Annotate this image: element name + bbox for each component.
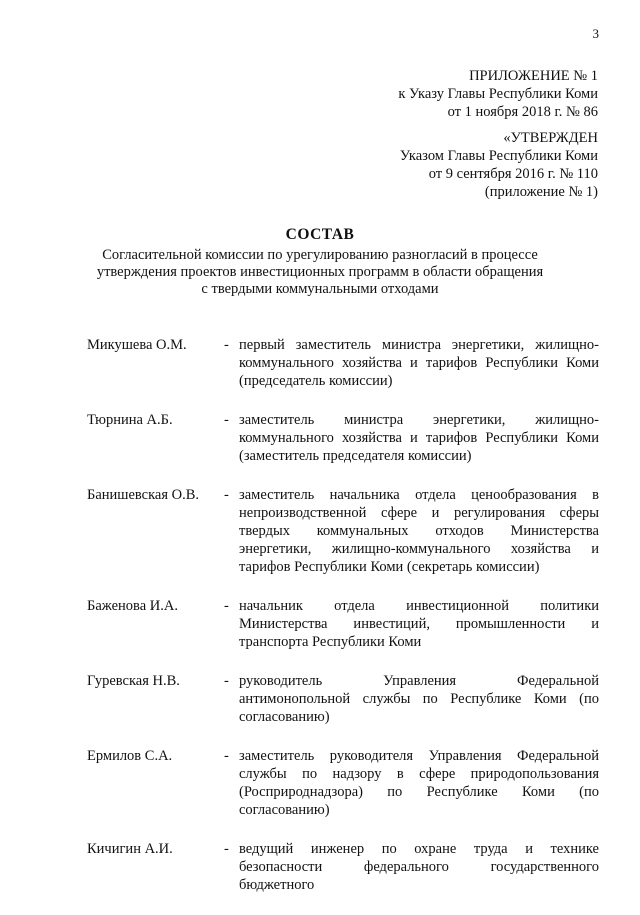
member-dash: - <box>224 337 229 353</box>
approved-block <box>400 129 598 201</box>
member-dash: - <box>224 487 229 503</box>
member-dash: - <box>224 673 229 689</box>
member-role: заместитель руководителя Управления Федеральной службы по надзору в сфере природопользования (Росприроднадзора) по Республике Коми (по согласованию) <box>239 748 599 818</box>
appendix-line: от 1 ноября 2018 г. № 86 <box>447 104 598 120</box>
member-name: Кичигин А.И. <box>87 841 173 857</box>
member-row <box>87 411 599 465</box>
member-name: Микушева О.М. <box>87 337 187 353</box>
member-name: Гуревская Н.В. <box>87 673 180 689</box>
member-row <box>87 336 599 390</box>
appendix-line: к Указу Главы Республики Коми <box>398 86 598 102</box>
page-number: 3 <box>592 26 599 41</box>
member-role: первый заместитель министра энергетики, жилищно-коммунального хозяйства и тарифов Республики Коми (председатель комиссии) <box>239 337 599 389</box>
member-name: Тюрнина А.Б. <box>87 412 173 428</box>
member-name: Баженова И.А. <box>87 598 178 614</box>
subtitle-line: Согласительной комиссии по урегулированию разногласий в процессе <box>102 247 538 263</box>
member-role: руководитель Управления Федеральной антимонопольной службы по Республике Коми (по согласованию) <box>239 673 599 725</box>
appendix-block <box>398 67 598 121</box>
member-name: Банишевская О.В. <box>87 487 200 503</box>
member-dash: - <box>224 412 229 428</box>
member-role: ведущий инженер по охране труда и технике безопасности федерального государственного бюджетного <box>239 841 599 893</box>
member-role: начальник отдела инвестиционной политики Министерства инвестиций, промышленности и транспорта Республики Коми <box>239 598 599 650</box>
member-row <box>87 597 599 651</box>
approved-line: Указом Главы Республики Коми <box>399 148 598 164</box>
member-row <box>87 840 599 894</box>
appendix-line: ПРИЛОЖЕНИЕ № 1 <box>469 68 598 84</box>
member-dash: - <box>224 748 229 764</box>
document-title: СОСТАВ <box>285 226 355 243</box>
member-role: заместитель министра энергетики, жилищно-коммунального хозяйства и тарифов Республики Коми (заместитель председателя комиссии) <box>239 412 599 464</box>
subtitle-line: утверждения проектов инвестиционных программ в области обращения <box>96 264 544 280</box>
member-row <box>87 747 599 819</box>
member-dash: - <box>224 841 229 857</box>
members-list <box>87 336 599 915</box>
approved-line: от 9 сентября 2016 г. № 110 <box>428 166 598 182</box>
member-dash: - <box>224 598 229 614</box>
member-row <box>87 672 599 726</box>
member-role: заместитель начальника отдела ценообразования в непроизводственной сфере и регулирования сферы твердых коммунальных отходов Министерства энергетики, жилищно-коммунального хозяйства и тарифов Республики Коми (секретарь комиссии) <box>239 487 599 575</box>
document-subtitle <box>90 247 550 298</box>
member-row <box>87 486 599 576</box>
member-name: Ермилов С.А. <box>87 748 173 764</box>
approved-line: (приложение № 1) <box>484 184 598 200</box>
subtitle-line: с твердыми коммунальными отходами <box>201 281 439 297</box>
approved-line: «УТВЕРЖДЕН <box>503 130 598 146</box>
